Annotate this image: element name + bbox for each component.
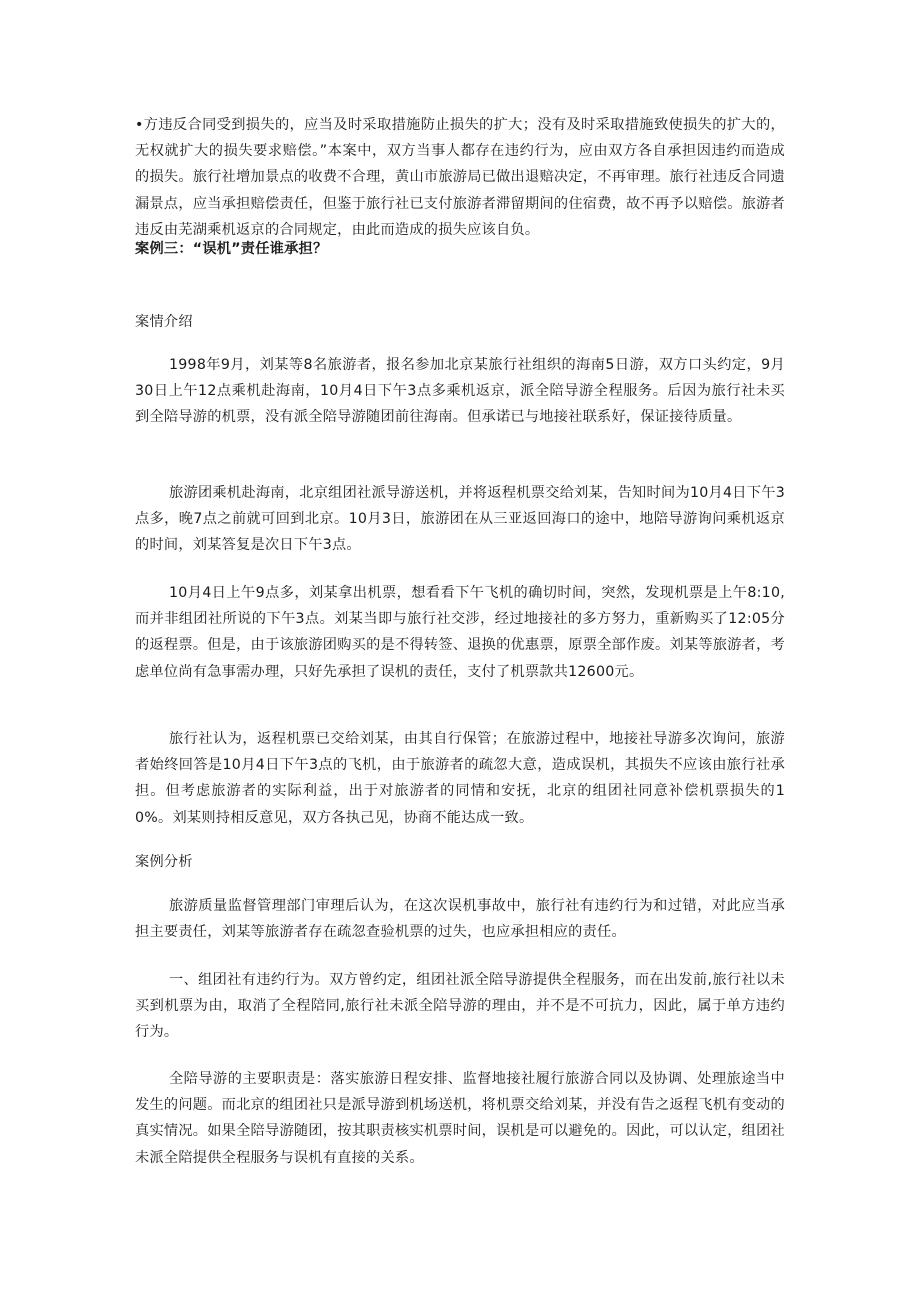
section-heading-analysis: 案例分析	[135, 854, 193, 870]
analysis-paragraph: 一、组团社有违约行为。双方曾约定，组团社派全陪导游提供全程服务，而在出发前,旅行社以未买到机票为由，取消了全程陪同,旅行社未派全陪导游的理由，并不是不可抗力，因此，属于单方违约行为。	[135, 972, 785, 1041]
analysis-paragraph: 旅游质量监督管理部门审理后认为，在这次误机事故中，旅行社有违约行为和过错，对此应当承担主要责任，刘某等旅游者存在疏忽查验机票的过失，也应承担相应的责任。	[135, 898, 785, 941]
continuation-paragraph: •方违反合同受到损失的，应当及时采取措施防止损失的扩大；没有及时采取措施致使损失的扩大的，无权就扩大的损失要求赔偿。”本案中，双方当事人都存在违约行为，应由双方各自承担因违约而造成的损失。旅行社增加景点的收费不合理，黄山市旅游局已做出退赔决定，不再审理。旅行社违反合同遗漏景点，应当承担赔偿责任，但鉴于旅行社已支付旅游者滞留期间的住宿费，故不再予以赔偿。旅游者违反由芜湖乘机返京的合同规定，由此而造成的损失应该自负。	[135, 117, 785, 238]
intro-paragraph: 1998年9月，刘某等8名旅游者，报名参加北京某旅行社组织的海南5日游，双方口头约定，9月30日上午12点乘机赴海南，10月4日下午3点多乘机返京，派全陪导游全程服务。后因为旅行社未买到全陪导游的机票，没有派全陪导游随团前往海南。但承诺已与地接社联系好，保证接待质量。	[135, 357, 785, 426]
intro-paragraph: 10月4日上午9点多，刘某拿出机票，想看看下午飞机的确切时间，突然，发现机票是上午8:10,而并非组团社所说的下午3点。刘某当即与旅行社交涉，经过地接社的多方努力，重新购买了12:05分的返程票。但是，由于该旅游团购买的是不得转签、退换的优惠票，原票全部作废。刘某等旅游者，考虑单位尚有急事需办理，只好先承担了误机的责任，支付了机票款共12600元。	[135, 585, 785, 680]
intro-paragraph: 旅行社认为，返程机票已交给刘某，由其自行保管；在旅游过程中，地接社导游多次询问，旅游者始终回答是10月4日下午3点的飞机，由于旅游者的疏忽大意，造成误机，其损失不应该由旅行社承担。但考虑旅游者的实际利益，出于对旅游者的同情和安抚，北京的组团社同意补偿机票损失的10%。刘某则持相反意见，双方各执己见，协商不能达成一致。	[135, 731, 785, 826]
intro-paragraph: 旅游团乘机赴海南，北京组团社派导游送机，并将返程机票交给刘某，告知时间为10月4日下午3点多，晚7点之前就可回到北京。10月3日，旅游团在从三亚返回海口的途中，地陪导游询问乘机返京的时间，刘某答复是次日下午3点。	[135, 485, 785, 554]
case-title: 案例三：“误机”责任谁承担？	[135, 241, 328, 257]
section-heading-intro: 案情介绍	[135, 314, 193, 330]
analysis-paragraph: 全陪导游的主要职责是：落实旅游日程安排、监督地接社履行旅游合同以及协调、处理旅途当中发生的问题。而北京的组团社只是派导游到机场送机，将机票交给刘某，并没有告之返程飞机有变动的真实情况。如果全陪导游随团，按其职责核实机票时间，误机是可以避免的。因此，可以认定，组团社未派全陪提供全程服务与误机有直接的关系。	[135, 1071, 785, 1166]
